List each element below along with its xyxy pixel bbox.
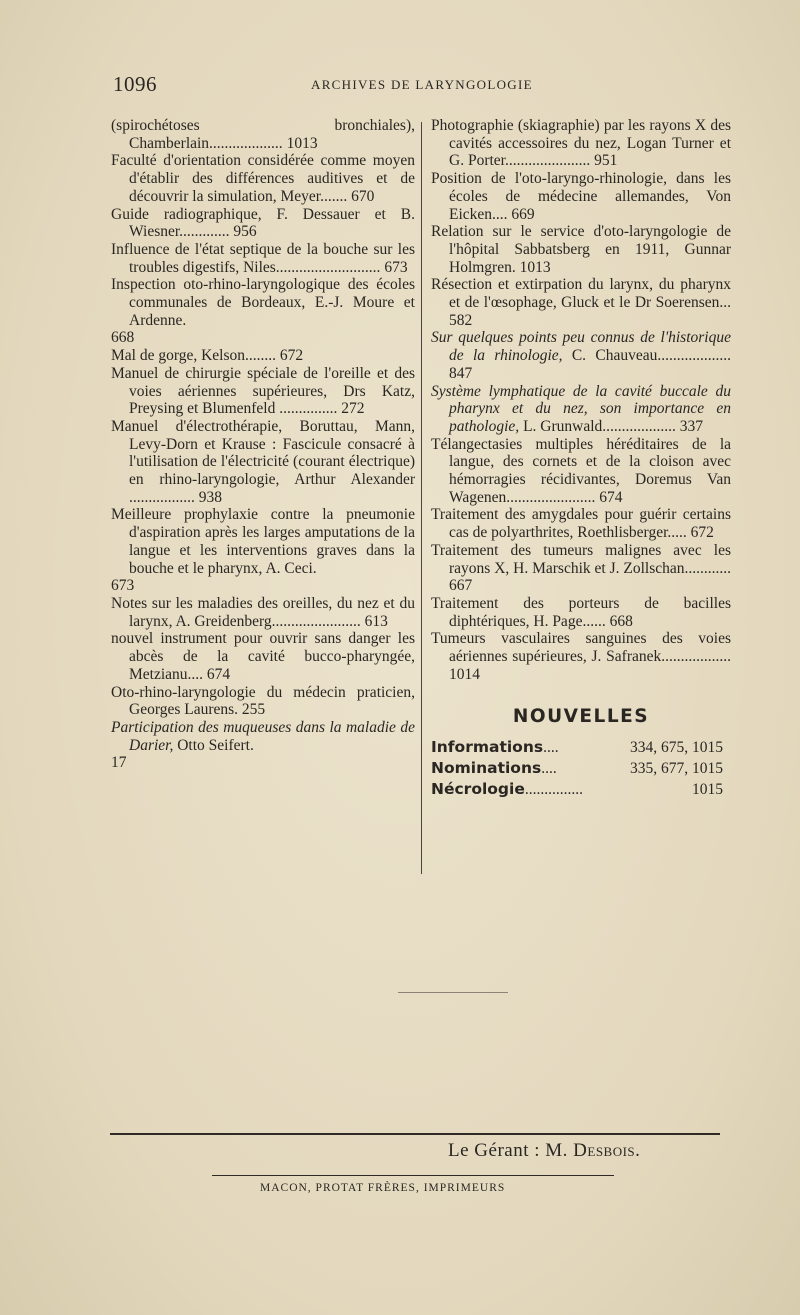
index-entry: Notes sur les maladies des oreilles, du nez et du larynx, A. Greidenberg....................... 613 xyxy=(111,594,415,630)
index-entry: Inspection oto-rhino-laryngologique des écoles communales de Bordeaux, E.-J. Moure et Ardenne. 668 xyxy=(111,276,415,347)
page-header xyxy=(113,72,713,96)
page-number: 1096 xyxy=(113,72,157,96)
news-row-nominations: Nominations .... 335, 677, 1015 xyxy=(431,758,731,779)
index-entry: Manuel d'électrothérapie, Boruttau, Mann, Levy-Dorn et Krause : Fascicule consacré à l'utilisation de l'électricité (courant électrique) en rhino-laryngologie, Arthur Alexander ................. 938 xyxy=(111,417,415,506)
index-entry: Oto-rhino-laryngologie du médecin praticien, Georges Laurens. 255 xyxy=(111,683,415,719)
index-entry: Meilleure prophylaxie contre la pneumonie d'aspiration après les larges amputations de la langue et les interventions graves dans la bouche et le pharynx, A. Ceci. 673 xyxy=(111,506,415,595)
index-column-left xyxy=(111,117,415,772)
index-entry: nouvel instrument pour ouvrir sans danger les abcès de la cavité bucco-pharyngée, Metzianu.... 674 xyxy=(111,630,415,683)
index-entry: Mal de gorge, Kelson........ 672 xyxy=(111,347,304,365)
index-entry: Position de l'oto-laryngo-rhinologie, dans les écoles de médecine allemandes, Von Eicken.... 669 xyxy=(431,170,731,223)
index-entry: Influence de l'état septique de la bouche sur les troubles digestifs, Niles........................... 673 xyxy=(111,240,415,276)
index-entry: Participation des muqueuses dans la maladie de Darier, Otto Seifert. 17 xyxy=(111,718,415,772)
nouvelles-heading: NOUVELLES xyxy=(512,705,650,727)
footer-rule-short xyxy=(212,1175,614,1176)
index-entry: Traitement des porteurs de bacilles diphtériques, H. Page...... 668 xyxy=(431,594,731,630)
printer-imprint: MACON, PROTAT FRÈRES, IMPRIMEURS xyxy=(260,1182,506,1194)
news-pages: 335, 677, 1015 xyxy=(630,760,723,778)
news-pages: 334, 675, 1015 xyxy=(630,739,723,757)
index-entry: Relation sur le service d'oto-laryngologie de l'hôpital Sabbatsberg en 1911, Gunnar Holmgren. 1013 xyxy=(431,223,731,276)
footer-rule xyxy=(110,1133,720,1135)
news-row-informations: Informations .... 334, 675, 1015 xyxy=(431,737,731,758)
running-title: ARCHIVES DE LARYNGOLOGIE xyxy=(311,77,533,92)
index-entry: (spirochétoses bronchiales), Chamberlain................... 1013 xyxy=(111,117,415,152)
gerant-line: Le Gérant : M. Desbois. xyxy=(448,1140,641,1161)
news-label: Informations xyxy=(431,738,544,757)
news-label: Nominations xyxy=(431,759,542,778)
news-pages: 1015 xyxy=(692,781,723,799)
news-label: Nécrologie xyxy=(431,780,525,799)
news-row-necrologie: Nécrologie ............... 1015 xyxy=(431,779,731,800)
index-entry: Tumeurs vasculaires sanguines des voies aériennes supérieures, J. Safranek.................. 1014 xyxy=(431,630,731,683)
index-entry: Traitement des tumeurs malignes avec les rayons X, H. Marschik et J. Zollschan............ 667 xyxy=(431,541,731,595)
column-divider xyxy=(421,122,422,874)
separator-dash xyxy=(398,992,508,993)
index-entry: Faculté d'orientation considérée comme moyen d'établir des différences auditives et de découvrir la simulation, Meyer....... 670 xyxy=(111,152,415,205)
index-entry: Manuel de chirurgie spéciale de l'oreille et des voies aériennes supérieures, Drs Katz, Preysing et Blumenfeld ............... 272 xyxy=(111,364,415,418)
index-entry: Sur quelques points peu connus de l'historique de la rhinologie, C. Chauveau................... 847 xyxy=(431,329,731,382)
index-entry: Système lymphatique de la cavité buccale du pharynx et du nez, son importance en pathologie, L. Grunwald................... 337 xyxy=(431,382,731,435)
index-entry: Photographie (skiagraphie) par les rayons X des cavités accessoires du nez, Logan Turner et G. Porter...................... 951 xyxy=(431,117,731,170)
index-entry: Télangectasies multiples héréditaires de la langue, des cornets et de la cloison avec hémorragies récidivantes, Doremus Van Wagenen....................... 674 xyxy=(431,435,731,506)
index-entry: Résection et extirpation du larynx, du pharynx et de l'œsophage, Gluck et le Dr Soerensen... 582 xyxy=(431,276,731,329)
index-column-right xyxy=(431,117,731,800)
index-entry: Traitement des amygdales pour guérir certains cas de polyarthrites, Roethlisberger..... 672 xyxy=(431,506,731,542)
index-entry: Guide radiographique, F. Dessauer et B. Wiesner............. 956 xyxy=(111,205,415,241)
